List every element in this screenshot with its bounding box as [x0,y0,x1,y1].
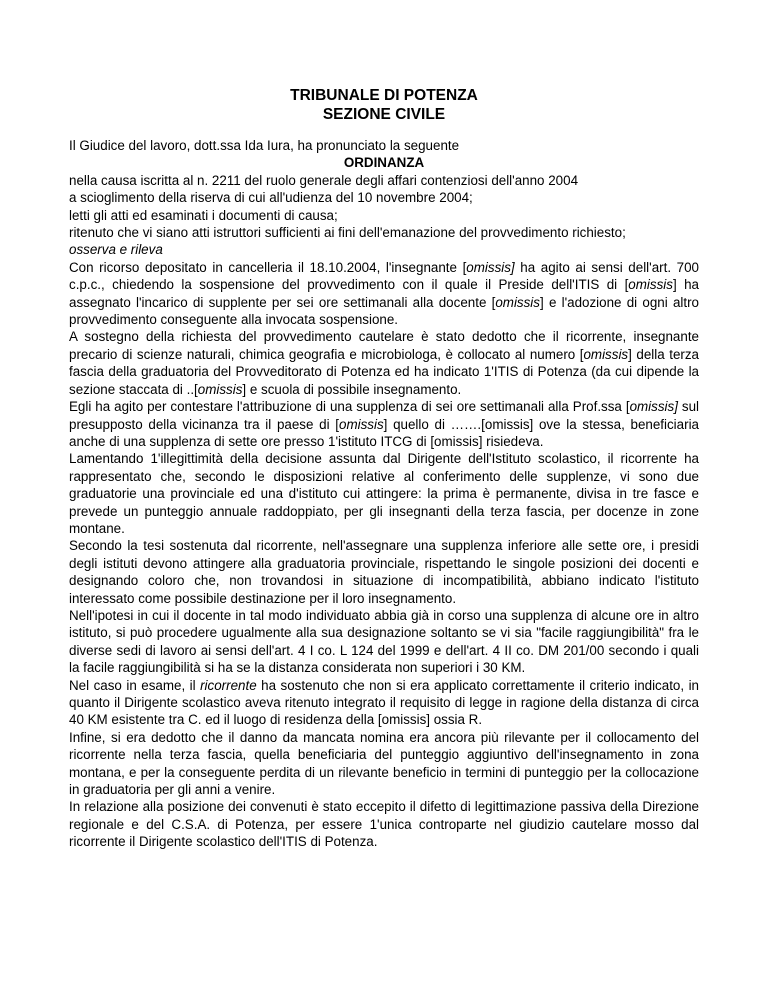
paragraph-defendants: In relazione alla posizione dei convenuti è stato eccepito il difetto di legittimazione passiva della Direzione regionale e del C.S.A. di Potenza, per essere 1'unica controparte nel giudizio cautelare mosso dal ricorrente il Dirigente scolastico dell'ITIS di Potenza. [69,799,699,850]
omissis-span: omissis [583,346,629,362]
text-span: Nel caso in esame, il [69,677,201,693]
text-span: sul presupposto della vicinanza tra il paese di [ [69,399,699,432]
paragraph-thesis: Secondo la tesi sostenuta dal ricorrente, nell'assegnare una supplenza inferiore alle sette ore, i presidi degli istituti devono attingere alla graduatoria provinciale, rispettando le singole posizioni dei docenti e designando coloro che, non trovandosi in situazione di incompatibilità, abbiano indicato l'istituto interessato come possibile destinazione per il loro insegnamento. [69,538,699,606]
paragraph-illegitimacy: Lamentando 1'illegittimità della decisione assunta dal Dirigente dell'Istituto scolastico, il ricorrente ha rappresentato che, secondo le disposizioni relative al conferimento delle supplenze, vi sono due graduatorie una provinciale ed una d'istituto cui attingere: la prima è permanente, divisa in tre fasce e prevede un punteggio annuale raddoppiato, per gli insegnanti della terza fascia, per docenze in zone montane. [69,451,699,536]
paragraph-damage: Infine, si era dedotto che il danno da mancata nomina era ancora più rilevante per il collocamento del ricorrente nella terza fascia, quella beneficiaria del punteggio aggiuntivo dell'insegnamento in zona montana, e per la conseguente perdita di un rilevante beneficio in termini di punteggio per la collocazione in graduatoria per gli anni a venire. [69,729,699,798]
court-section: SEZIONE CIVILE [322,106,446,123]
paragraph-contest [69,398,699,450]
italic-span: ricorrente [200,677,257,693]
intro-line: Il Giudice del lavoro, dott.ssa Ida Iura, ha pronunciato la seguente [69,138,460,153]
omissis-span: omissis [339,416,384,432]
text-span: ] della terza fascia della graduatoria del Provveditorato di Potenza ed ha indicato 1'ITIS di Potenza (da cui dipende la sezione staccata di ..[ [69,346,699,397]
omissis-span: omissis [495,294,540,310]
omissis-span: omissis] [466,259,515,275]
text-span: Con ricorso depositato in cancelleria il 18.10.2004, l'insegnante [ [69,259,467,275]
omissis-span: omissis [197,381,243,397]
text-span: ] e scuola di possibile insegnamento. [242,381,462,397]
text-span: A sostegno della richiesta del provvedimento cautelare è stato dedotto che il ricorrente, insegnante precario di scienze naturali, chimica geografia e microbiologa, è collocato al numero [ [69,329,699,362]
reservation-line: a scioglimento della riserva di cui all'udienza del 10 novembre 2004; [69,190,473,206]
document-header [69,86,699,124]
deemed-line: ritenuto che vi siano atti istruttori sufficienti ai fini dell'emanazione del provvedimento richiesto; [69,225,626,241]
text-span: ] ha assegnato l'incarico di supplente per sei ore settimanali alla docente [ [69,277,699,310]
document-page [69,0,699,851]
paragraph-appeal [69,259,699,329]
omissis-span: omissis [628,277,673,293]
omissis-span: omissis] [629,399,678,415]
paragraph-hypothesis: Nell'ipotesi in cui il docente in tal modo individuato abbia già in corso una supplenza di alcune ore in altro istituto, si può procedere ugualmente alla sua designazione soltanto se vi sia "facile raggiungibilità" fra le diverse sedi di lavoro ai sensi dell'art. 4 I co. L 124 del 1999 e dell'art. 4 II co. DM 201/00 secondo i quali la facile raggiungibilità si ha se la distanza considerata non superiori i 30 KM. [69,607,699,676]
case-number-line: nella causa iscritta al n. 2211 del ruolo generale degli affari contenziosi dell'anno 2004 [69,172,579,188]
text-span: ha sostenuto che non si era applicato correttamente il criterio indicato, in quanto il Dirigente scolastico aveva ritenuto integrato il requisito di legge in ragione della distanza di circa 40 KM esistente tra C. ed il luogo di residenza della [omissis] ossia R. [69,677,699,728]
ordinance-title: ORDINANZA [343,155,425,171]
paragraph-support [69,328,699,398]
documents-line: letti gli atti ed esaminati i documenti di causa; [69,207,338,223]
court-name: TRIBUNALE DI POTENZA [290,87,478,104]
text-span: ha agito ai sensi dell'art. 700 c.p.c., chiedendo la sospensione del provvedimento con il quale il Preside dell'ITIS di [ [69,259,699,293]
observes-heading: osserva e rileva [69,242,163,258]
paragraph-case [69,677,699,729]
text-span: ] e l'adozione di ogni altro provvedimento conseguente alla invocata sospensione. [69,294,699,328]
text-span: ] quello di …….[omissis] ove la stessa, beneficiaria anche di una supplenza di sette ore presso 1'istituto ITCG di [omissis] risiedeva. [69,416,699,449]
document-body [69,137,699,851]
text-span: Egli ha agito per contestare l'attribuzione di una supplenza di sei ore settimanali alla Prof.ssa [ [69,399,630,415]
